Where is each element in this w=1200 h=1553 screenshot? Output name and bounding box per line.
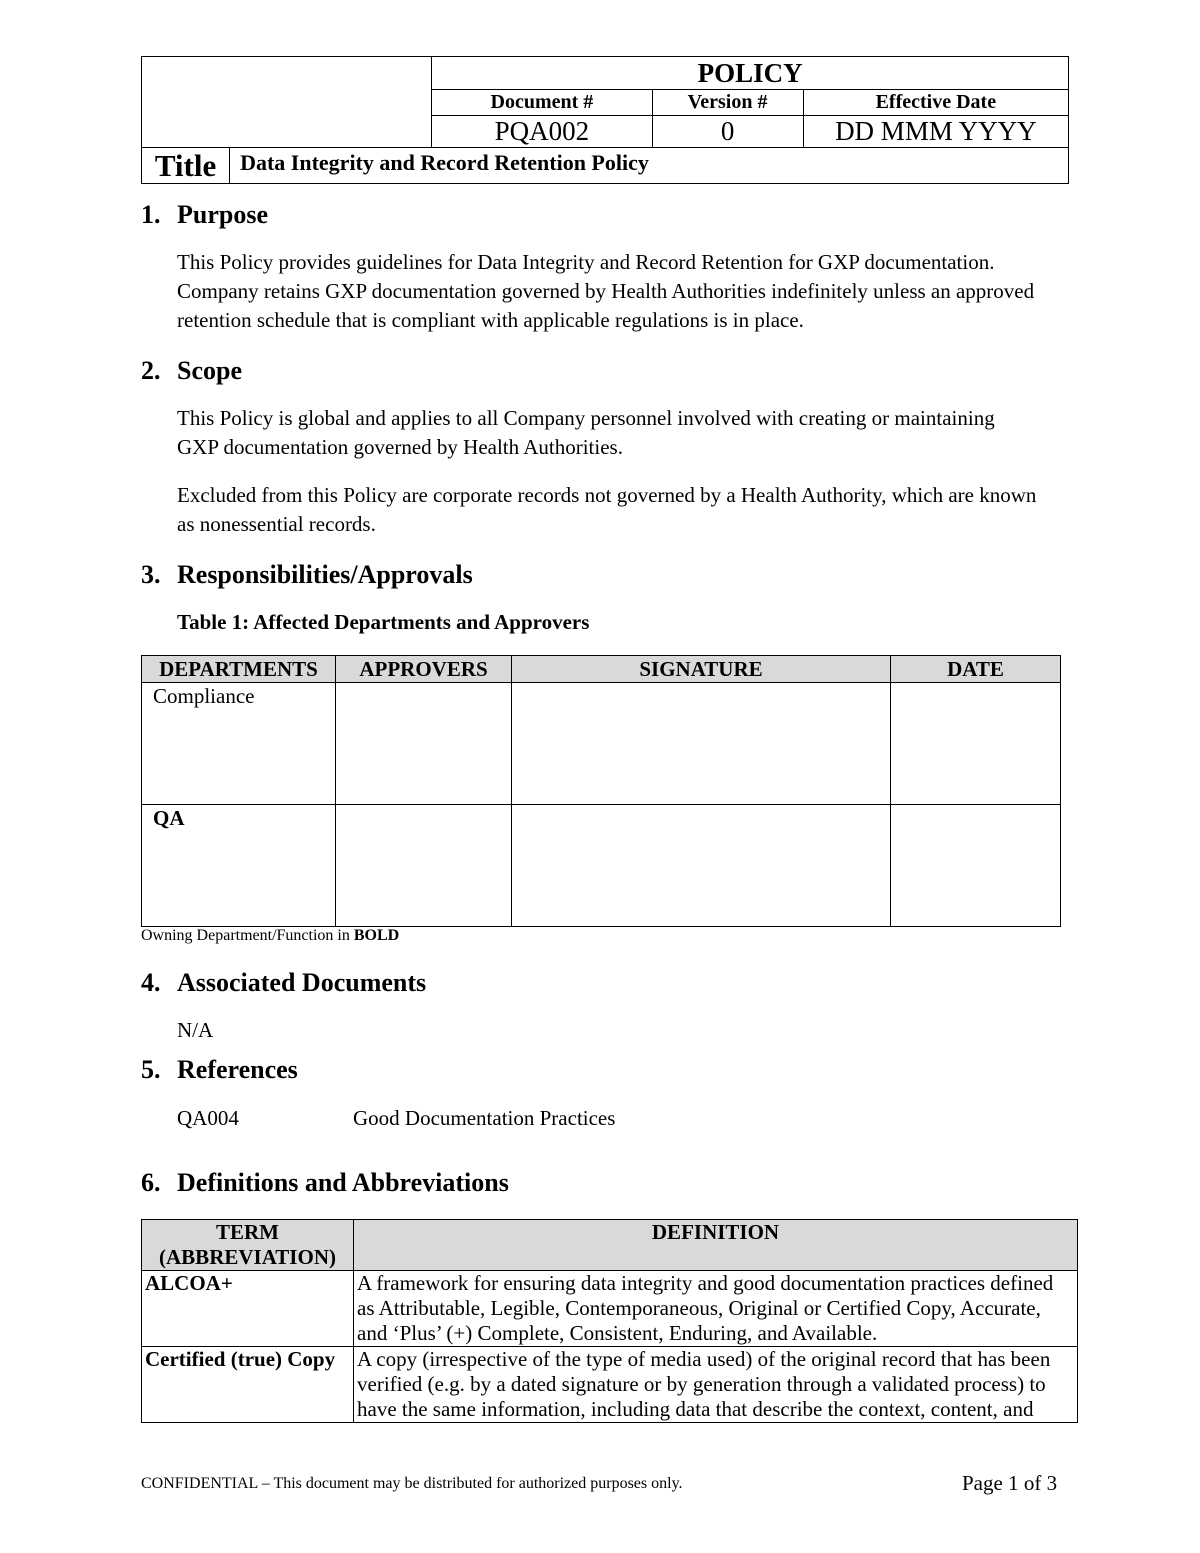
section-title: Responsibilities/Approvals — [177, 560, 473, 589]
associated-documents-text: N/A — [177, 1018, 214, 1042]
section-title: Definitions and Abbreviations — [177, 1168, 509, 1197]
page-number: Page 1 of 3 — [962, 1471, 1058, 1495]
approvals-table — [141, 655, 1061, 927]
column-header-departments: DEPARTMENTS — [142, 656, 336, 683]
table-caption: Table 1: Affected Departments and Approvers — [177, 610, 590, 634]
definition-cell: A framework for ensuring data integrity and good documentation practices defined as Attributable, Legible, Contemporaneous, Original or Certified Copy, Accurate, and ‘Plus’ (+) Complete, Consistent, Enduring, and Available. — [354, 1271, 1078, 1347]
department-cell: Compliance — [142, 683, 336, 805]
header-blank-cell — [142, 57, 432, 148]
date-cell — [891, 683, 1061, 805]
effective-date: DD MMM YYYY — [803, 116, 1068, 148]
section-heading-definitions — [141, 1168, 509, 1198]
section-number: 6. — [141, 1168, 161, 1197]
column-header-approvers: APPROVERS — [336, 656, 512, 683]
section-heading-purpose — [141, 200, 268, 230]
owning-department-note — [141, 927, 399, 945]
table-row — [142, 805, 1061, 927]
column-header-definition: DEFINITION — [354, 1220, 1078, 1271]
document-number: PQA002 — [432, 116, 652, 148]
effective-date-label: Effective Date — [803, 90, 1068, 116]
note-bold-text: BOLD — [353, 927, 400, 944]
table-row — [142, 1271, 1078, 1347]
section-title: Associated Documents — [177, 968, 427, 997]
department-cell: QA — [142, 805, 336, 927]
section-title: References — [177, 1055, 298, 1084]
definition-cell: A copy (irrespective of the type of media used) of the original record that has been verified (e.g. by a dated signature or by generation through a validated process) to have the same information, including data that describe the context, content, and — [354, 1347, 1078, 1423]
version-number: 0 — [652, 116, 803, 148]
section-number: 3. — [141, 560, 161, 589]
purpose-paragraph: This Policy provides guidelines for Data Integrity and Record Retention for GXP documentation. Company retains GXP documentation governed by Health Authorities indefinitely unless an approved retention schedule that is compliant with applicable regulations is in place. — [177, 250, 1035, 332]
table-row — [142, 683, 1061, 805]
section-title: Scope — [177, 356, 242, 385]
scope-paragraph-2: Excluded from this Policy are corporate records not governed by a Health Authority, which are known as nonessential records. — [177, 483, 1037, 536]
signature-cell — [512, 683, 891, 805]
term-cell: ALCOA+ — [142, 1271, 354, 1347]
approver-cell — [336, 683, 512, 805]
section-number: 5. — [141, 1055, 161, 1084]
section-heading-scope — [141, 356, 242, 386]
scope-paragraph-1: This Policy is global and applies to all Company personnel involved with creating or maintaining GXP documentation governed by Health Authorities. — [177, 406, 995, 459]
section-heading-references — [141, 1055, 298, 1085]
document-number-label: Document # — [432, 90, 652, 116]
table-row — [142, 1347, 1078, 1423]
section-heading-responsibilities — [141, 560, 473, 590]
term-cell: Certified (true) Copy — [142, 1347, 354, 1423]
version-label: Version # — [652, 90, 803, 116]
section-number: 4. — [141, 968, 161, 997]
doc-type: POLICY — [432, 57, 1069, 90]
section-heading-associated-documents — [141, 968, 426, 998]
approver-cell — [336, 805, 512, 927]
column-header-signature: SIGNATURE — [512, 656, 891, 683]
note-text: Owning Department/Function in — [141, 927, 354, 944]
signature-cell — [512, 805, 891, 927]
date-cell — [891, 805, 1061, 927]
section-title: Purpose — [177, 200, 268, 229]
column-header-term: TERM (ABBREVIATION) — [142, 1220, 354, 1271]
approvals-header-row — [142, 656, 1061, 683]
column-header-date: DATE — [891, 656, 1061, 683]
document-title: Data Integrity and Record Retention Policy — [230, 148, 1069, 184]
definitions-header-row — [142, 1220, 1078, 1271]
document-header — [141, 56, 1069, 184]
definitions-table — [141, 1219, 1078, 1423]
reference-title: Good Documentation Practices — [353, 1106, 616, 1130]
confidential-notice: CONFIDENTIAL – This document may be distributed for authorized purposes only. — [141, 1475, 683, 1492]
reference-code: QA004 — [177, 1106, 239, 1130]
title-label: Title — [142, 148, 230, 184]
section-number: 1. — [141, 200, 161, 229]
section-number: 2. — [141, 356, 161, 385]
